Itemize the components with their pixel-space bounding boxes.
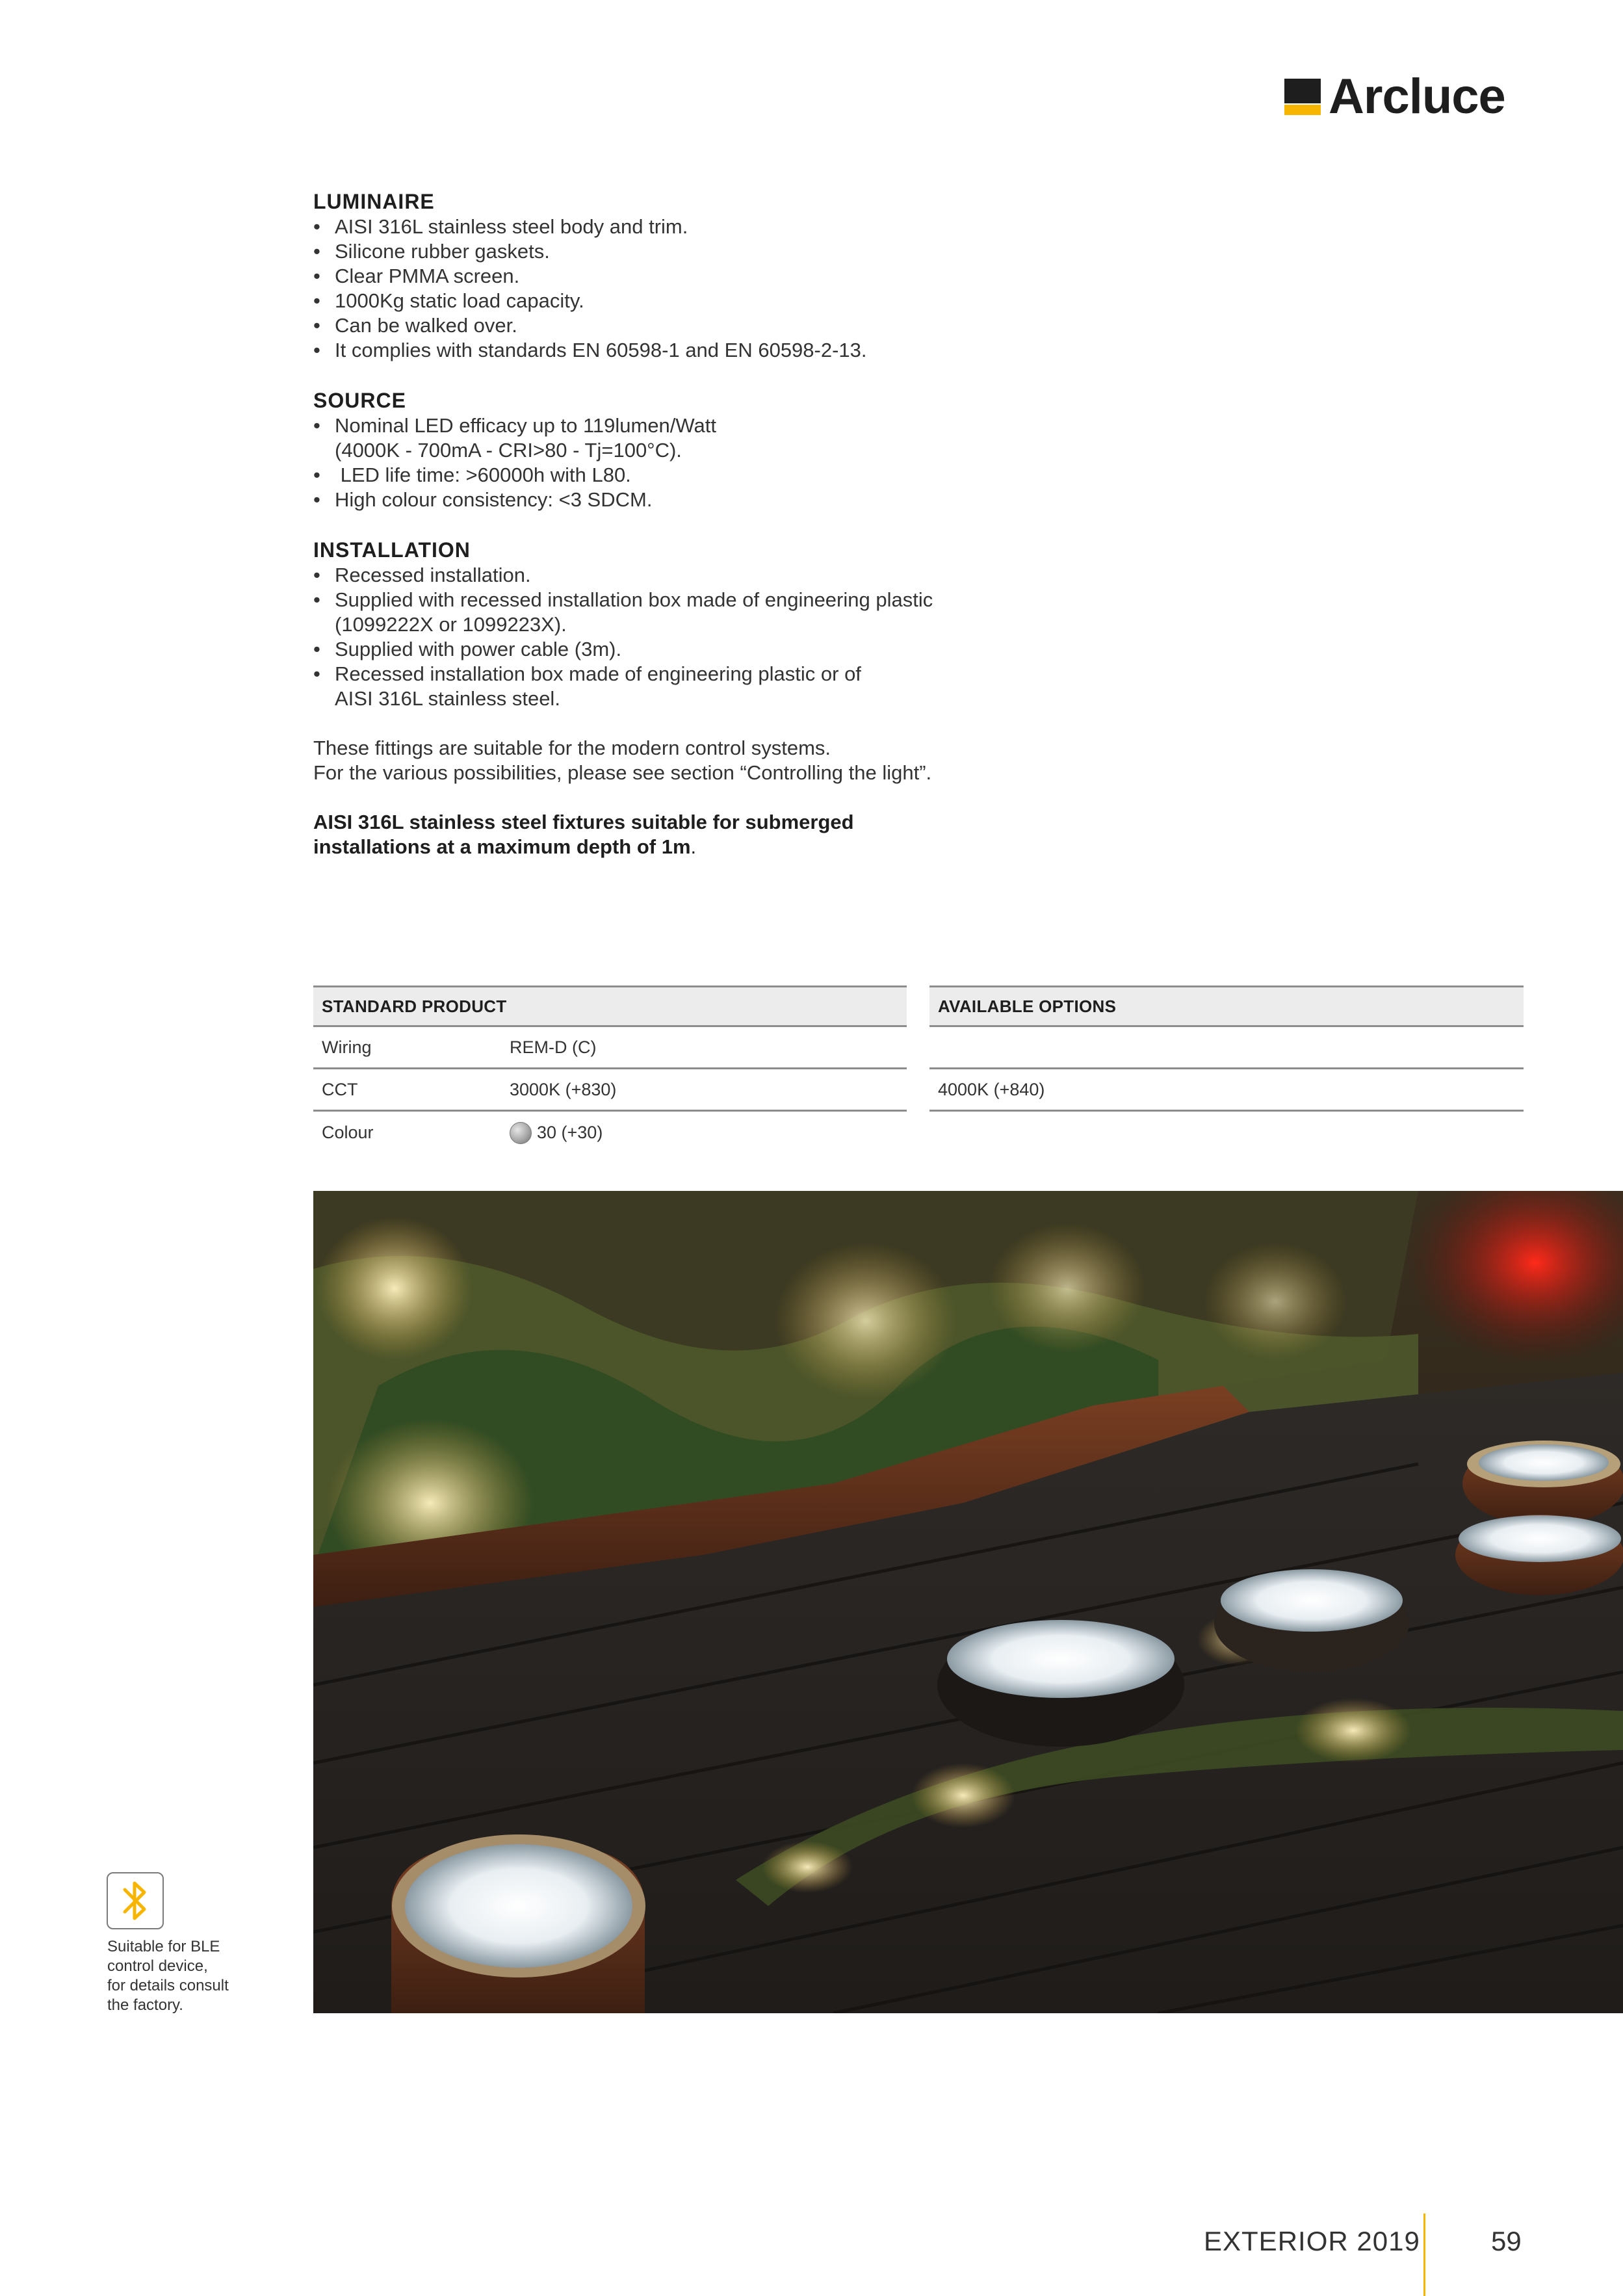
specification-text xyxy=(313,189,1002,859)
row-label: CCT xyxy=(322,1079,358,1099)
list-item-line: Recessed installation box made of engineering plastic or of xyxy=(335,662,861,685)
option-value: 4000K (+840) xyxy=(938,1079,1045,1099)
standard-product-header: STANDARD PRODUCT xyxy=(313,985,907,1027)
ble-note-line: control device, xyxy=(107,1957,208,1975)
list-item-line: Nominal LED efficacy up to 119lumen/Watt xyxy=(335,414,716,437)
ble-note-line: Suitable for BLE xyxy=(107,1938,220,1955)
list-item: • AISI 316L stainless steel body and trim. xyxy=(313,215,1002,239)
brand-logo xyxy=(1284,69,1505,124)
brand-name: Arcluce xyxy=(1329,69,1505,124)
standard-product-table xyxy=(313,985,907,1154)
controls-note xyxy=(313,736,1002,785)
available-options-header: AVAILABLE OPTIONS xyxy=(929,985,1524,1027)
garden-lighting-photo xyxy=(313,1191,1623,2013)
luminaire-title: LUMINAIRE xyxy=(313,190,435,213)
submerged-note-period: . xyxy=(690,835,697,858)
ble-note-line: the factory. xyxy=(107,1996,183,2014)
list-item: • Supplied with power cable (3m). xyxy=(313,637,1002,662)
ble-note-line: for details consult xyxy=(107,1977,229,1994)
ble-note xyxy=(107,1937,263,2015)
installation-list xyxy=(313,563,1002,711)
list-item: • Clear PMMA screen. xyxy=(313,264,1002,289)
table-row xyxy=(929,1069,1524,1112)
submerged-note xyxy=(313,810,1002,859)
list-item: • LED life time: >60000h with L80. xyxy=(313,463,1002,488)
table-row xyxy=(929,1027,1524,1069)
source-list xyxy=(313,413,1002,512)
row-value: 3000K (+830) xyxy=(510,1079,617,1099)
list-item-line: AISI 316L stainless steel. xyxy=(335,687,560,710)
list-item xyxy=(313,662,1002,711)
list-item: • Silicone rubber gaskets. xyxy=(313,239,1002,264)
list-item xyxy=(313,588,1002,637)
list-item: • 1000Kg static load capacity. xyxy=(313,289,1002,313)
list-item-line: Supplied with recessed installation box made of engineering plastic xyxy=(335,588,933,611)
table-row xyxy=(313,1027,907,1069)
colour-value: 30 (+30) xyxy=(537,1123,603,1142)
page-number: 59 xyxy=(1491,2226,1522,2256)
row-value: REM-D (C) xyxy=(510,1037,597,1057)
source-title: SOURCE xyxy=(313,389,406,412)
colour-swatch-icon xyxy=(510,1122,532,1144)
list-item: • High colour consistency: <3 SDCM. xyxy=(313,488,1002,512)
footer-divider xyxy=(1423,2213,1425,2296)
list-item-line: (4000K - 700mA - CRI>80 - Tj=100°C). xyxy=(335,439,682,462)
bluetooth-icon xyxy=(107,1872,164,1929)
available-options-table xyxy=(929,985,1524,1112)
list-item-line: (1099222X or 1099223X). xyxy=(335,613,567,636)
row-label: Wiring xyxy=(322,1037,372,1057)
installation-title: INSTALLATION xyxy=(313,538,471,562)
list-item: • Can be walked over. xyxy=(313,313,1002,338)
row-label: Colour xyxy=(322,1123,374,1142)
row-value xyxy=(510,1122,603,1144)
logo-mark-icon xyxy=(1284,79,1321,115)
catalog-section-title: EXTERIOR 2019 xyxy=(1204,2226,1420,2256)
submerged-note-line: installations at a maximum depth of 1m xyxy=(313,835,691,858)
table-row xyxy=(313,1069,907,1112)
luminaire-list xyxy=(313,215,1002,363)
table-row xyxy=(313,1112,907,1154)
controls-note-line: These fittings are suitable for the modern control systems. xyxy=(313,737,831,759)
list-item xyxy=(313,413,1002,463)
controls-note-line: For the various possibilities, please see section “Controlling the light”. xyxy=(313,761,932,784)
submerged-note-line: AISI 316L stainless steel fixtures suitable for submerged xyxy=(313,811,854,833)
list-item: • It complies with standards EN 60598-1 and EN 60598-2-13. xyxy=(313,338,1002,363)
list-item: • Recessed installation. xyxy=(313,563,1002,588)
